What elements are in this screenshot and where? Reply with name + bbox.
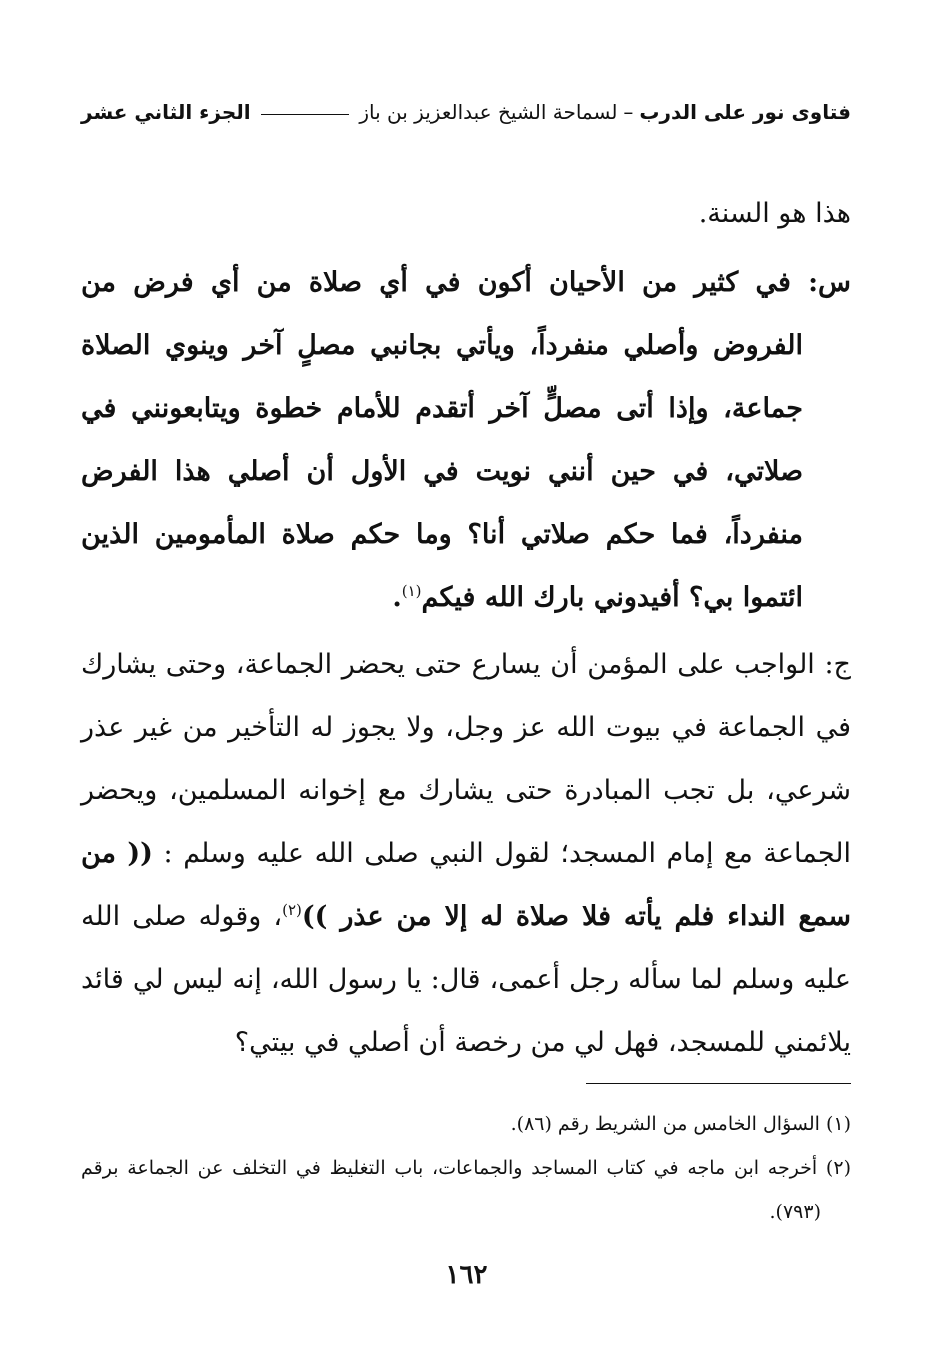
question-paragraph xyxy=(81,251,851,629)
footnote-ref-1: (١) xyxy=(401,582,422,600)
header-separator: – xyxy=(623,100,634,124)
page-number: ١٦٢ xyxy=(445,1260,488,1290)
author-line: لسماحة الشيخ عبدالعزيز بن باز xyxy=(359,100,618,124)
answer-text-2: ، وقوله صلى الله عليه وسلم لما سأله رجل أعمى، قال: يا رسول الله، إنه ليس لي قائد يلائمني للمسجد، فهل لي من رخصة أن أصلي في بيتي؟ xyxy=(81,901,851,1058)
running-header xyxy=(81,95,851,129)
question-end: . xyxy=(392,582,402,613)
volume-title: الجزء الثاني عشر xyxy=(81,100,251,124)
main-text xyxy=(81,182,851,1074)
footnote-ref-2: (٢) xyxy=(282,901,302,919)
answer-paragraph xyxy=(81,633,851,1074)
header-rule xyxy=(261,114,350,115)
question-text: س: في كثير من الأحيان أكون في أي صلاة من أي فرض من الفروض وأصلي منفرداً، ويأتي بجانبي مصلٍ آخر وينوي الصلاة جماعة، وإذا أتى مصلٍّ آخر أتقدم للأمام خطوة ويتابعونني في صلاتي، في حين أنني نويت في الأول أن أصلي هذا الفرض منفرداً، فما حكم صلاتي أنا؟ وما حكم صلاة المأمومين الذين ائتموا بي؟ أفيدوني بارك الله فيكم xyxy=(81,267,851,613)
footnotes xyxy=(81,1102,851,1234)
series-title: فتاوى نور على الدرب xyxy=(639,100,851,124)
footnote-divider xyxy=(586,1083,851,1084)
answer-text-1: ج: الواجب على المؤمن أن يسارع حتى يحضر الجماعة، وحتى يشارك في الجماعة في بيوت الله عز وجل، ولا يجوز له التأخير من غير عذر شرعي، بل تجب المبادرة حتى يشارك مع إخوانه المسلمين، ويحضر الجماعة مع إمام المسجد؛ لقول النبي صلى الله عليه وسلم : xyxy=(81,649,851,869)
footnote-2: (٢) أخرجه ابن ماجه في كتاب المساجد والجماعات، باب التغليظ في التخلف عن الجماعة برقم (٧٩٣). xyxy=(81,1157,851,1223)
intro-line: هذا هو السنة. xyxy=(698,198,851,229)
hadith-quote: (( من سمع النداء فلم يأته فلا صلاة له إلا من عذر )) xyxy=(81,838,851,932)
footnote-1: (١) السؤال الخامس من الشريط رقم (٨٦). xyxy=(510,1113,851,1135)
